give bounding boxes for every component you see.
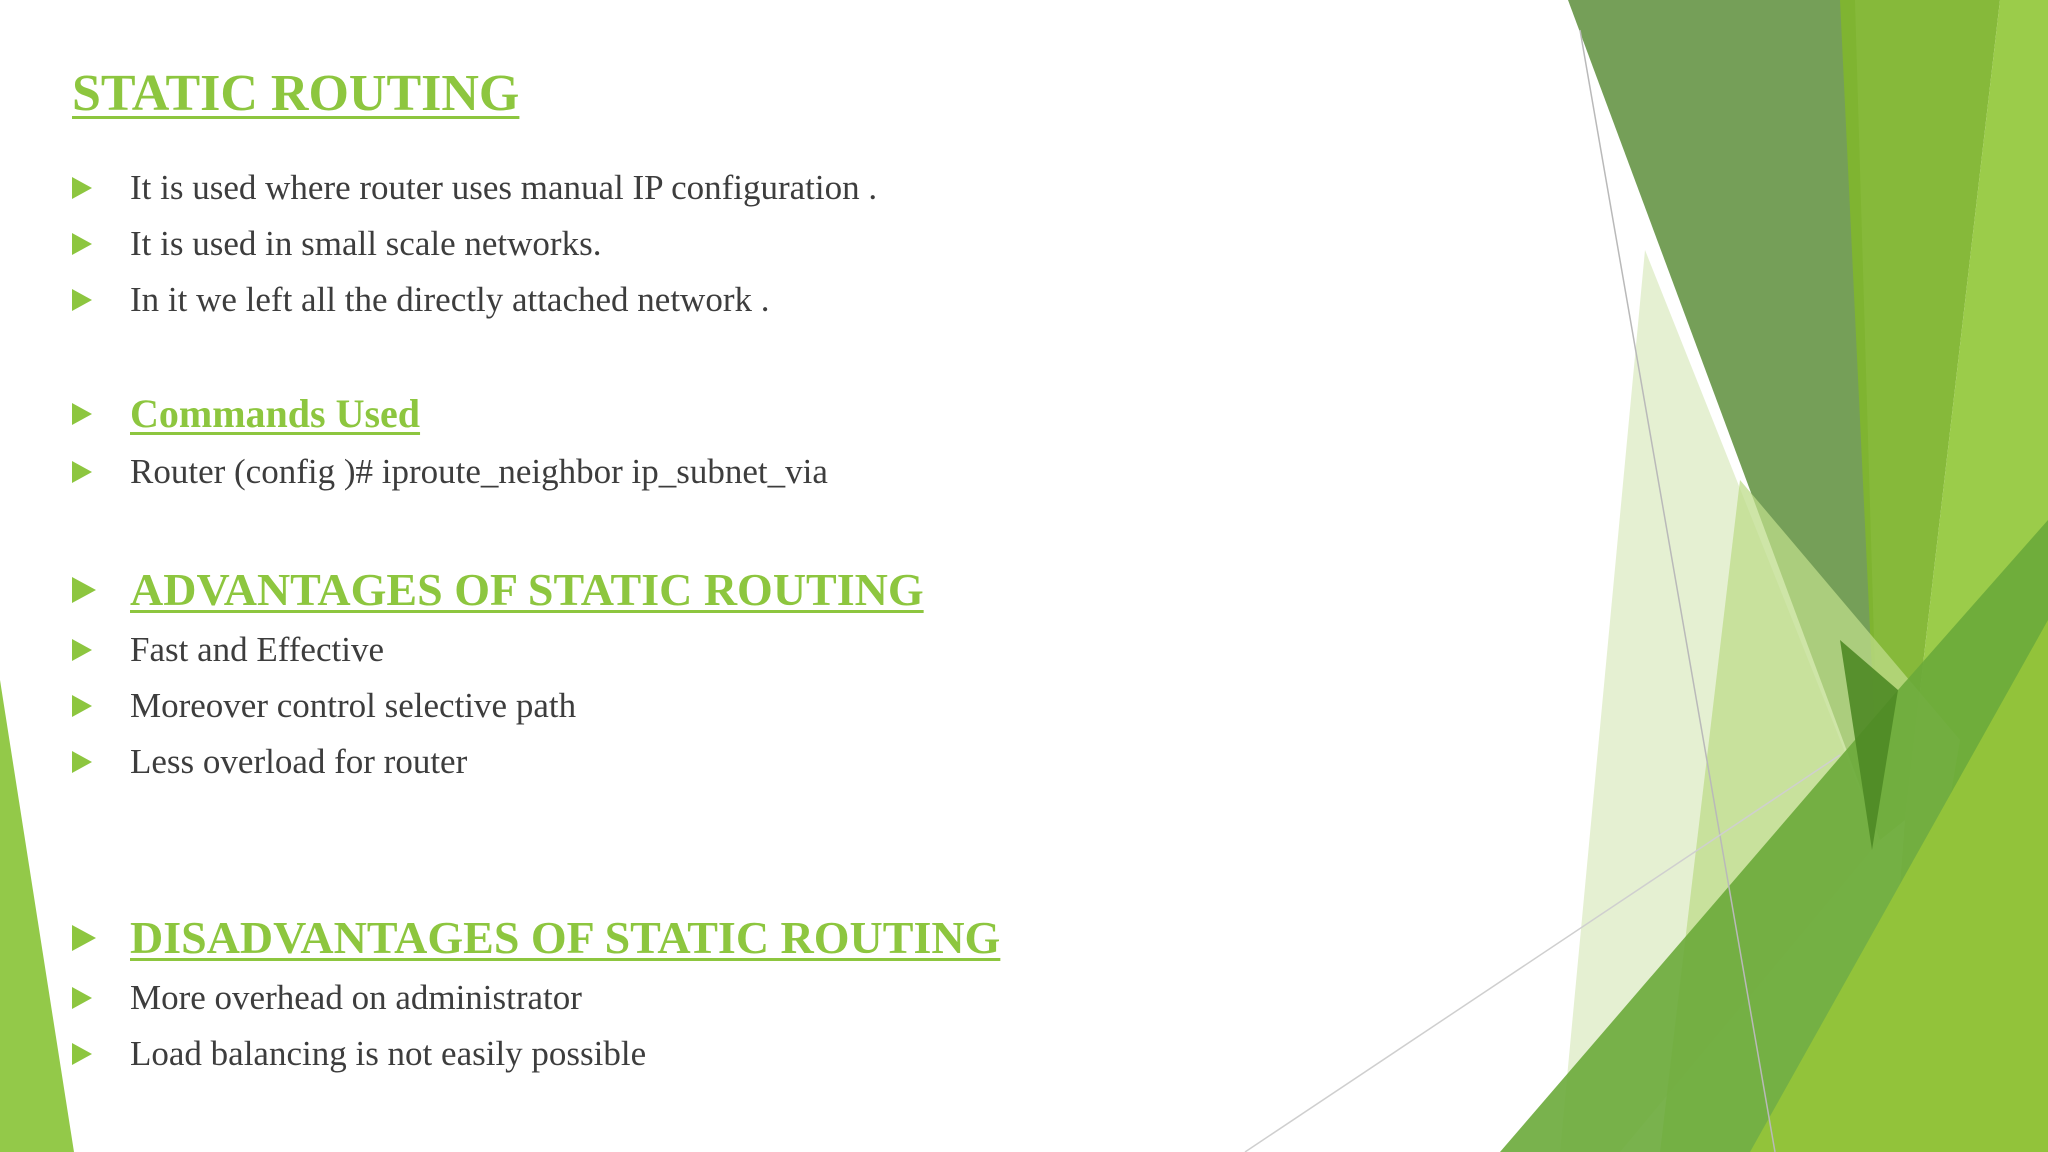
triangle-bullet-icon: [72, 403, 92, 425]
triangle-bullet-icon: [72, 233, 92, 255]
list-item: [72, 976, 582, 1020]
list-item-text: More overhead on administrator: [130, 978, 582, 1017]
left-green-facet: [0, 680, 74, 1152]
triangle-bullet-icon: [72, 461, 92, 483]
list-item: [72, 222, 601, 266]
triangle-bullet-icon: [72, 1043, 92, 1065]
list-item-text: Moreover control selective path: [130, 686, 577, 725]
triangle-bullet-icon: [72, 177, 92, 199]
list-item: [72, 628, 384, 672]
list-item-text: Load balancing is not easily possible: [130, 1034, 647, 1073]
list-item-text: It is used where router uses manual IP configuration .: [130, 168, 878, 207]
triangle-bullet-icon: [72, 925, 96, 951]
list-item: [72, 1032, 646, 1076]
triangle-bullet-icon: [72, 639, 92, 661]
list-item: [72, 450, 828, 494]
triangle-bullet-icon: [72, 577, 96, 603]
disadvantages-heading: DISADVANTAGES OF STATIC ROUTING: [130, 912, 1001, 963]
list-item: [72, 684, 576, 728]
triangle-bullet-icon: [72, 751, 92, 773]
list-item: [72, 166, 877, 210]
list-item: [72, 278, 769, 322]
advantages-heading: ADVANTAGES OF STATIC ROUTING: [130, 564, 924, 615]
list-item-text: Less overload for router: [130, 742, 468, 781]
slide-title: STATIC ROUTING: [72, 65, 520, 122]
list-item-text: In it we left all the directly attached network .: [130, 280, 770, 319]
list-item: [72, 740, 467, 784]
commands-heading: Commands Used: [130, 391, 421, 436]
list-item-text: It is used in small scale networks.: [130, 224, 602, 263]
command-text: Router (config )# iproute_neighbor ip_subnet_via: [130, 452, 828, 491]
triangle-bullet-icon: [72, 987, 92, 1009]
advantages-heading-item: [72, 562, 924, 618]
triangle-bullet-icon: [72, 695, 92, 717]
disadvantages-heading-item: [72, 910, 1000, 966]
commands-heading-item: [72, 390, 420, 438]
list-item-text: Fast and Effective: [130, 630, 384, 669]
triangle-bullet-icon: [72, 289, 92, 311]
